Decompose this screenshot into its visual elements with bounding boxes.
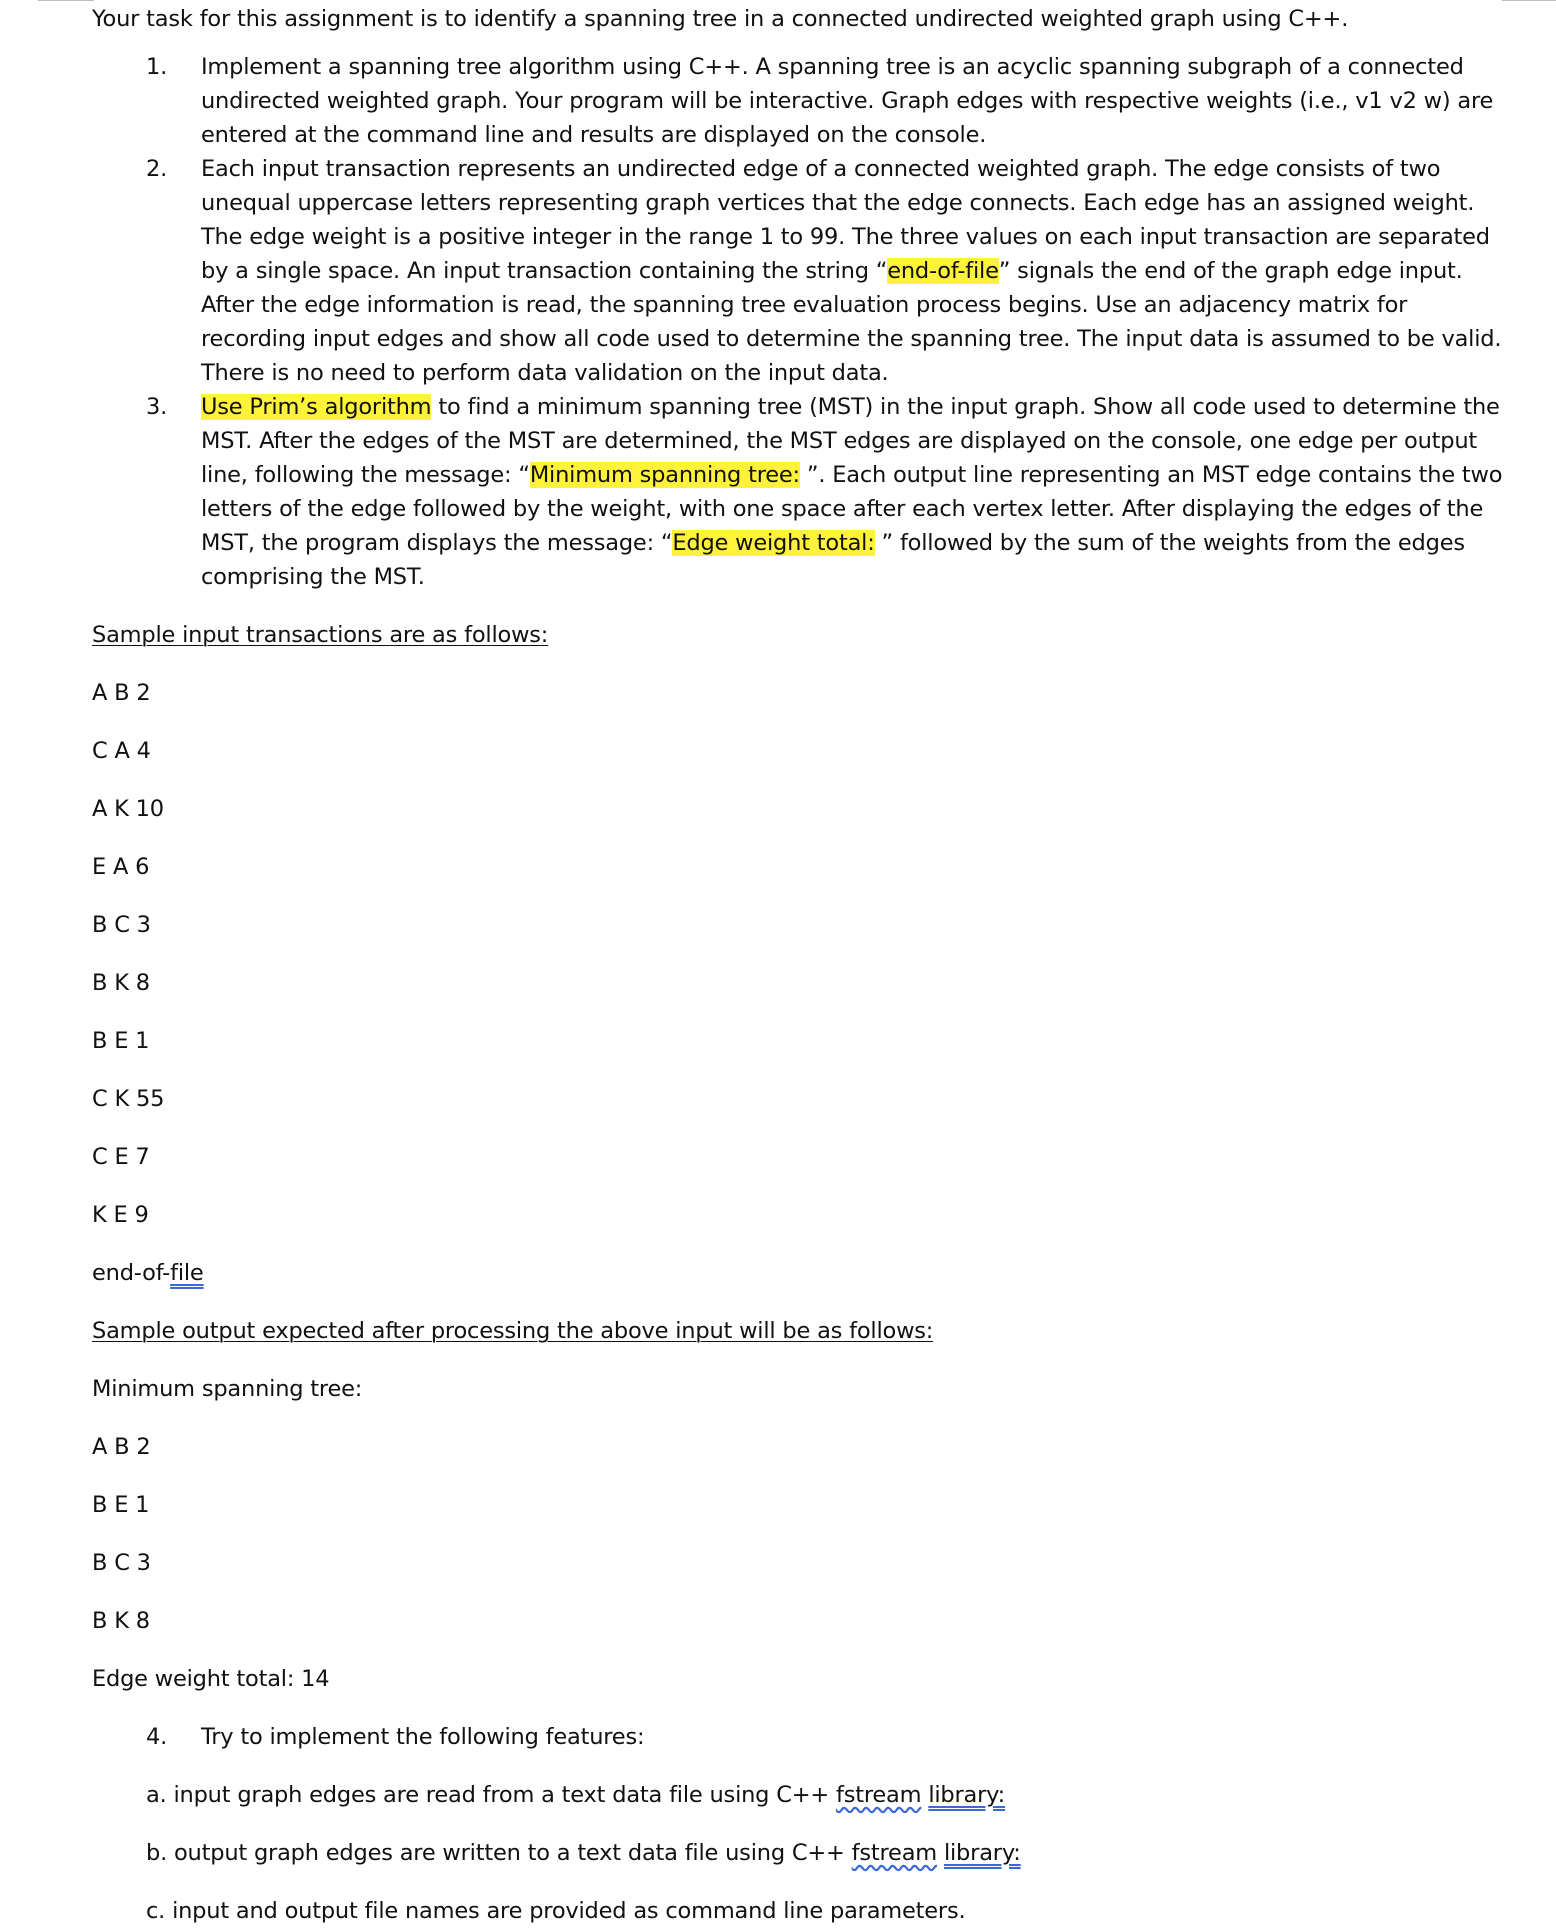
highlight-prims-algorithm: Use Prim’s algorithm <box>201 394 432 420</box>
feature-suffix: library: <box>943 1840 1021 1866</box>
sample-input-line: K E 9 <box>92 1202 149 1228</box>
end-of-file-line <box>92 1256 1512 1290</box>
intro-paragraph: Your task for this assignment is to identify a spanning tree in a connected undirected weighted graph using C++. <box>92 6 1349 32</box>
sample-output-line: B E 1 <box>92 1492 150 1518</box>
sample-input-line: C E 7 <box>92 1144 150 1170</box>
output-title: Minimum spanning tree: <box>92 1376 363 1402</box>
feature-lib: fstream <box>835 1782 922 1808</box>
sample-output-line: B C 3 <box>92 1550 151 1576</box>
highlight-minimum-spanning-tree: Minimum spanning tree: <box>529 462 800 488</box>
item-text-part2: ”. Each output line representing an MST edge contains the two letters of the edge followed by the weight, with one space after each vertex letter. After displaying the edges of the MST, the program displays the message: “ <box>201 462 1503 556</box>
item-number: 4. <box>146 1724 168 1750</box>
item-text-after: ” signals the end of the graph edge input. After the edge information is read, the spanning tree evaluation process begins. Use an adjacency matrix for recording input edges and show all code used to determine the spanning tree. The input data is assumed to be valid. There is no need to perform data validation on the input data. <box>201 258 1502 386</box>
requirement-item-3 <box>92 390 1512 594</box>
edge-weight-total-line: Edge weight total: 14 <box>92 1666 330 1692</box>
feature-text: c. input and output file names are provided as command line parameters. <box>146 1898 966 1924</box>
feature-lib: fstream <box>851 1840 937 1866</box>
requirement-item-4 <box>92 1720 1512 1754</box>
features-list-heading <box>92 1720 1512 1754</box>
feature-suffix: library: <box>928 1782 1006 1808</box>
sample-input-line: C A 4 <box>92 738 151 764</box>
feature-a <box>146 1778 1512 1812</box>
item-text-before: Each input transaction represents an undirected edge of a connected weighted graph. The edge consists of two unequal uppercase letters representing graph vertices that the edge connects. Each edge has an assigned weight. The edge weight is a positive integer in the range 1 to 99. The three values on each input transaction are separated by a single space. An input transaction containing the string “ <box>201 156 1490 284</box>
item-text-part3: ” followed by the sum of the weights from the edges comprising the MST. <box>201 530 1465 590</box>
requirement-item-2 <box>92 152 1512 390</box>
sample-input-line: B C 3 <box>92 912 151 938</box>
sample-output-line: A B 2 <box>92 1434 151 1460</box>
feature-b <box>146 1836 1512 1870</box>
highlight-end-of-file: end-of-file <box>887 258 999 284</box>
eof-prefix: end-of- <box>92 1260 171 1286</box>
sample-input-line: C K 55 <box>92 1086 165 1112</box>
highlight-edge-weight-total: Edge weight total: <box>672 530 875 556</box>
item-text: Implement a spanning tree algorithm using C++. A spanning tree is an acyclic spanning subgraph of a connected undirected weighted graph. Your program will be interactive. Graph edges with respective weights (i.e., v1 v2 w) are entered at the command line and results are displayed on the console. <box>201 54 1494 148</box>
item-number: 1. <box>146 54 168 80</box>
feature-c <box>146 1894 1512 1928</box>
sample-input-line: E A 6 <box>92 854 150 880</box>
sample-input-line: A B 2 <box>92 680 151 706</box>
item-text: Try to implement the following features: <box>201 1724 645 1750</box>
sample-input-line: B E 1 <box>92 1028 150 1054</box>
requirement-item-1 <box>92 50 1512 152</box>
requirements-list <box>92 50 1512 594</box>
eof-suffix: file <box>170 1260 204 1286</box>
feature-text: b. output graph edges are written to a text data file using C++ <box>146 1840 852 1866</box>
item-text-part1: to find a minimum spanning tree (MST) in the input graph. Show all code used to determine the MST. After the edges of the MST are determined, the MST edges are displayed on the console, one edge per output line, following the message: “ <box>201 394 1500 488</box>
sample-input-line: A K 10 <box>92 796 164 822</box>
document-body <box>92 0 1512 1928</box>
item-number: 3. <box>146 394 168 420</box>
sample-input-line: B K 8 <box>92 970 150 996</box>
feature-text: a. input graph edges are read from a text data file using C++ <box>146 1782 836 1808</box>
sample-output-line: B K 8 <box>92 1608 150 1634</box>
sample-output-heading: Sample output expected after processing the above input will be as follows: <box>92 1318 934 1344</box>
sample-input-heading: Sample input transactions are as follows: <box>92 622 549 648</box>
item-number: 2. <box>146 156 168 182</box>
top-rule-left <box>38 0 94 1</box>
